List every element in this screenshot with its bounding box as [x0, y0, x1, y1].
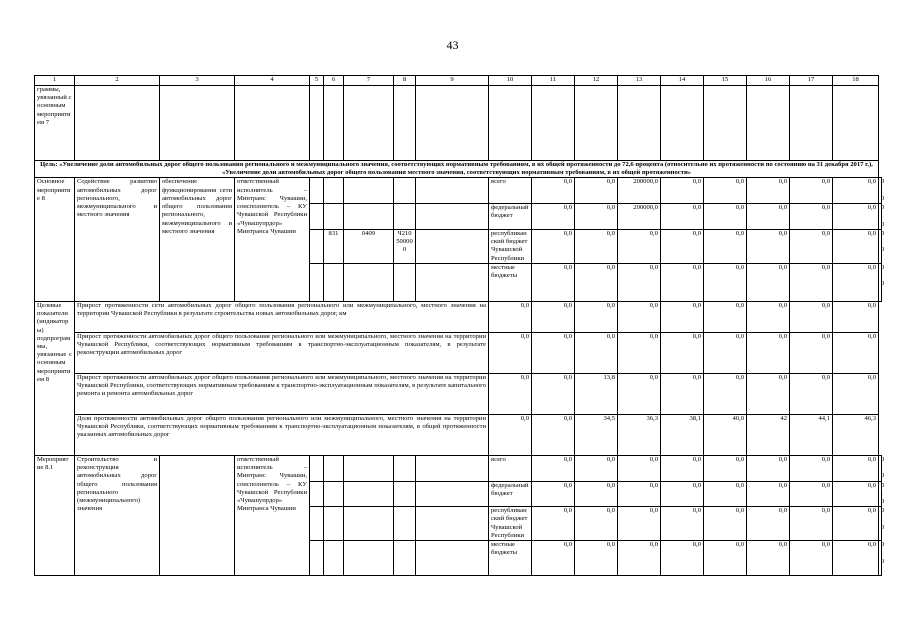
indicator-value: 0,0 — [618, 332, 661, 373]
funding-value: 0,0 — [790, 204, 833, 230]
column-number: 13 — [618, 76, 661, 86]
indicator-value: 0,0 — [833, 301, 879, 332]
indicator-value: 0,0 — [532, 301, 575, 332]
basic-measure-row — [35, 178, 882, 204]
funding-source: местные бюджеты — [489, 263, 532, 301]
indicator-value: 0,0 — [790, 373, 833, 414]
measure-status: Основное мероприятие 8 — [35, 178, 75, 301]
funding-value: 0,0 — [879, 481, 882, 507]
funding-value: 0,0 — [704, 263, 747, 301]
funding-value: 0,0 — [532, 481, 575, 507]
funding-value: 0,0 — [704, 229, 747, 263]
measure-name: Содействие развитию автомобильных дорог регионального, межмуниципального и местного значения — [75, 178, 160, 301]
funding-value: 0,0 — [532, 178, 575, 204]
column-number: 6 — [324, 76, 344, 86]
continuation-row — [35, 86, 882, 161]
indicator-value: 0,0 — [661, 373, 704, 414]
funding-source: федеральный бюджет — [489, 481, 532, 507]
goal-text: Цель: «Увеличение доли автомобильных дорог общего пользования регионального и межмуниципального значения, соответствующих нормативным требованиям, в их общей протяженности до 72,6 процента (относительно их протяженности по состоянию на 31 декабря 2017 г.), «Увеличение доли автомобильных дорог общего пользования местного значения, соответствующих нормативным требованиям, в их общей протяженности» — [35, 161, 879, 178]
funding-value: 0,0 — [704, 455, 747, 481]
funding-value: 0,0 — [575, 178, 618, 204]
funding-value: 0,0 — [661, 507, 704, 541]
funding-value: 0,0 — [704, 481, 747, 507]
funding-value: 0,0 — [704, 507, 747, 541]
indicator-value: 0,0 — [833, 373, 879, 414]
indicator-row — [35, 332, 882, 373]
indicator-row — [35, 414, 882, 455]
indicator-text: Прирост протяженности автомобильных дорог общего пользования регионального или межмуниципального, местного значения на территории Чувашской Республики, соответствующих нормативным требованиям к транспортно-эксплуатационным показателям, в результате реконструкции автомобильных дорог — [75, 332, 489, 373]
indicator-value: 0,0 — [704, 301, 747, 332]
funding-value: 0,0 — [747, 481, 790, 507]
column-number: 4 — [235, 76, 310, 86]
indicator-value: 34,5 — [575, 414, 618, 455]
funding-value: 0,0 — [747, 541, 790, 576]
funding-value: 0,0 — [833, 204, 879, 230]
indicator-value: 36,3 — [618, 414, 661, 455]
funding-value: 200000,0 — [618, 204, 661, 230]
funding-value: 0,0 — [661, 541, 704, 576]
grbs-code: 831 — [324, 229, 344, 263]
indicator-value: 0,0 — [833, 332, 879, 373]
indicator-value: 0,0 — [618, 373, 661, 414]
funding-value: 0,0 — [790, 455, 833, 481]
column-number: 14 — [661, 76, 704, 86]
rzpr-code: 0409 — [344, 229, 394, 263]
funding-value: 0,0 — [575, 507, 618, 541]
indicator-value: 0,0 — [704, 373, 747, 414]
funding-value: 0,0 — [833, 541, 879, 576]
funding-value: 0,0 — [833, 229, 879, 263]
column-number: 12 — [575, 76, 618, 86]
funding-value: 0,0 — [661, 481, 704, 507]
funding-source: всего — [489, 455, 532, 481]
funding-value: 200000,0 — [618, 178, 661, 204]
funding-value: 0,0 — [704, 204, 747, 230]
measure-row — [35, 455, 882, 481]
funding-value: 0,0 — [532, 204, 575, 230]
indicator-value: 0,0 — [575, 332, 618, 373]
funding-value: 0,0 — [618, 481, 661, 507]
measure-executor: ответственный исполнитель – Минтранс Чувашии, соисполнитель – КУ Чувашской Республики «Чувашупрдор» Минтранса Чувашии — [235, 178, 310, 301]
funding-value: 0,0 — [575, 481, 618, 507]
funding-value: 0,0 — [575, 204, 618, 230]
indicator-value: 0,0 — [790, 332, 833, 373]
funding-value: 0,0 — [790, 541, 833, 576]
column-number: 1 — [35, 76, 75, 86]
funding-value: 0,0 — [747, 204, 790, 230]
column-number: 8 — [394, 76, 416, 86]
csr-code: Ч210500000 — [394, 229, 416, 263]
indicator-row — [35, 301, 882, 332]
indicator-text: Доля протяженности автомобильных дорог общего пользования регионального или межмуниципального, местного значения на территории Чувашской Республики, соответствующих нормативным требованиям к транспортно-эксплуатационным показателям, в общей протяженности указанных автомобильных дорог — [75, 414, 489, 455]
measure-result: обеспечение функционирования сети автомобильных дорог общего пользования регионального, межмуниципального и местного значения — [160, 178, 235, 301]
indicator-value: 0,0 — [575, 301, 618, 332]
indicator-value: 40,0 — [704, 414, 747, 455]
funding-value: 0,0 — [661, 229, 704, 263]
funding-value: 0,0 — [879, 229, 882, 263]
funding-value: 0,0 — [618, 263, 661, 301]
indicators-label: Целевые показатели (индикаторы) подпрограммы, увязанные с основным мероприятием 8 — [35, 301, 75, 455]
indicator-value: 44,1 — [790, 414, 833, 455]
funding-value: 0,0 — [747, 263, 790, 301]
funding-value: 0,0 — [575, 263, 618, 301]
funding-value: 0,0 — [704, 541, 747, 576]
indicator-value: 0,0 — [747, 332, 790, 373]
indicator-value: 38,1 — [661, 414, 704, 455]
indicator-value: 46,3 — [833, 414, 879, 455]
continuation-label: граммы, увязанный с основным мероприятием 7 — [35, 86, 75, 161]
funding-source: федеральный бюджет — [489, 204, 532, 230]
measure-result — [160, 455, 235, 575]
funding-source: всего — [489, 178, 532, 204]
funding-value: 0,0 — [618, 229, 661, 263]
funding-value: 0,0 — [532, 455, 575, 481]
indicator-value: 0,0 — [489, 301, 532, 332]
funding-value: 0,0 — [747, 229, 790, 263]
column-number: 9 — [416, 76, 489, 86]
column-number: 11 — [532, 76, 575, 86]
indicator-value: 0,0 — [489, 373, 532, 414]
funding-value: 0,0 — [833, 507, 879, 541]
program-table — [34, 75, 885, 576]
funding-source: республиканский бюджет Чувашской Республики — [489, 507, 532, 541]
funding-value: 0,0 — [747, 178, 790, 204]
funding-value: 0,0 — [532, 507, 575, 541]
measure-status: Мероприятие 8.1 — [35, 455, 75, 575]
funding-value: 0,0 — [879, 541, 882, 576]
measure-name: Строительство и реконструкция автомобильных дорог общего пользования регионального (межмуниципального) значения — [75, 455, 160, 575]
funding-value: 0,0 — [833, 481, 879, 507]
column-number: 2 — [75, 76, 160, 86]
indicator-value: 0,0 — [532, 332, 575, 373]
funding-value: 0,0 — [661, 263, 704, 301]
funding-value: 0,0 — [790, 229, 833, 263]
indicator-value: 0,0 — [747, 373, 790, 414]
funding-value: 0,0 — [879, 204, 882, 230]
funding-value: 0,0 — [704, 178, 747, 204]
funding-value: 0,0 — [879, 178, 882, 204]
indicator-value: 0,0 — [532, 414, 575, 455]
funding-value: 0,0 — [661, 455, 704, 481]
indicator-value: 0,0 — [661, 301, 704, 332]
funding-value: 0,0 — [790, 481, 833, 507]
funding-value: 0,0 — [833, 178, 879, 204]
funding-value: 0,0 — [661, 204, 704, 230]
indicator-value: 0,0 — [489, 414, 532, 455]
column-number: 10 — [489, 76, 532, 86]
funding-value: 0,0 — [532, 541, 575, 576]
indicator-value: 13,8 — [575, 373, 618, 414]
funding-value: 0,0 — [747, 455, 790, 481]
funding-value: 0,0 — [790, 178, 833, 204]
funding-value: 0,0 — [879, 455, 882, 481]
funding-value: 0,0 — [661, 178, 704, 204]
column-number: 15 — [704, 76, 747, 86]
funding-value: 0,0 — [879, 507, 882, 541]
funding-value: 0,0 — [618, 541, 661, 576]
funding-value: 0,0 — [879, 263, 882, 301]
indicator-value: 0,0 — [790, 301, 833, 332]
funding-value: 0,0 — [833, 263, 879, 301]
column-number-row — [35, 76, 882, 86]
indicator-row — [35, 373, 882, 414]
funding-value: 0,0 — [575, 229, 618, 263]
funding-value: 0,0 — [790, 263, 833, 301]
funding-value: 0,0 — [747, 507, 790, 541]
column-number: 16 — [747, 76, 790, 86]
goal-row — [35, 161, 882, 178]
indicator-value: 0,0 — [532, 373, 575, 414]
column-number: 3 — [160, 76, 235, 86]
indicator-value: 0,0 — [747, 301, 790, 332]
indicator-text: Прирост протяженности сети автомобильных дорог общего пользования регионального или межмуниципального, местного значения на территории Чувашской Республики в результате строительства новых автомобильных дорог, км — [75, 301, 489, 332]
funding-value: 0,0 — [790, 507, 833, 541]
funding-source: местные бюджеты — [489, 541, 532, 576]
column-number: 5 — [310, 76, 324, 86]
indicator-value: 0,0 — [661, 332, 704, 373]
indicator-text: Прирост протяженности автомобильных дорог общего пользования регионального или межмуниципального, местного значения на территории Чувашской Республики, соответствующих нормативным требованиям к транспортно-эксплуатационным показателям, в результате капитального ремонта и ремонта автомобильных дорог — [75, 373, 489, 414]
funding-value: 0,0 — [575, 455, 618, 481]
funding-value: 0,0 — [833, 455, 879, 481]
column-number: 17 — [790, 76, 833, 86]
column-number: 18 — [833, 76, 879, 86]
funding-source: республиканский бюджет Чувашской Республики — [489, 229, 532, 263]
indicator-value: 0,0 — [704, 332, 747, 373]
indicator-value: 0,0 — [618, 301, 661, 332]
indicator-value: 0,0 — [489, 332, 532, 373]
funding-value: 0,0 — [532, 263, 575, 301]
funding-value: 0,0 — [618, 455, 661, 481]
measure-executor: ответственный исполнитель – Минтранс Чувашии, соисполнитель – КУ Чувашской Республики «Чувашупрдор» Минтранса Чувашии — [235, 455, 310, 575]
column-number: 7 — [344, 76, 394, 86]
funding-value: 0,0 — [575, 541, 618, 576]
funding-value: 0,0 — [532, 229, 575, 263]
page-number: 43 — [446, 38, 459, 52]
indicator-value: 42 — [747, 414, 790, 455]
funding-value: 0,0 — [618, 507, 661, 541]
